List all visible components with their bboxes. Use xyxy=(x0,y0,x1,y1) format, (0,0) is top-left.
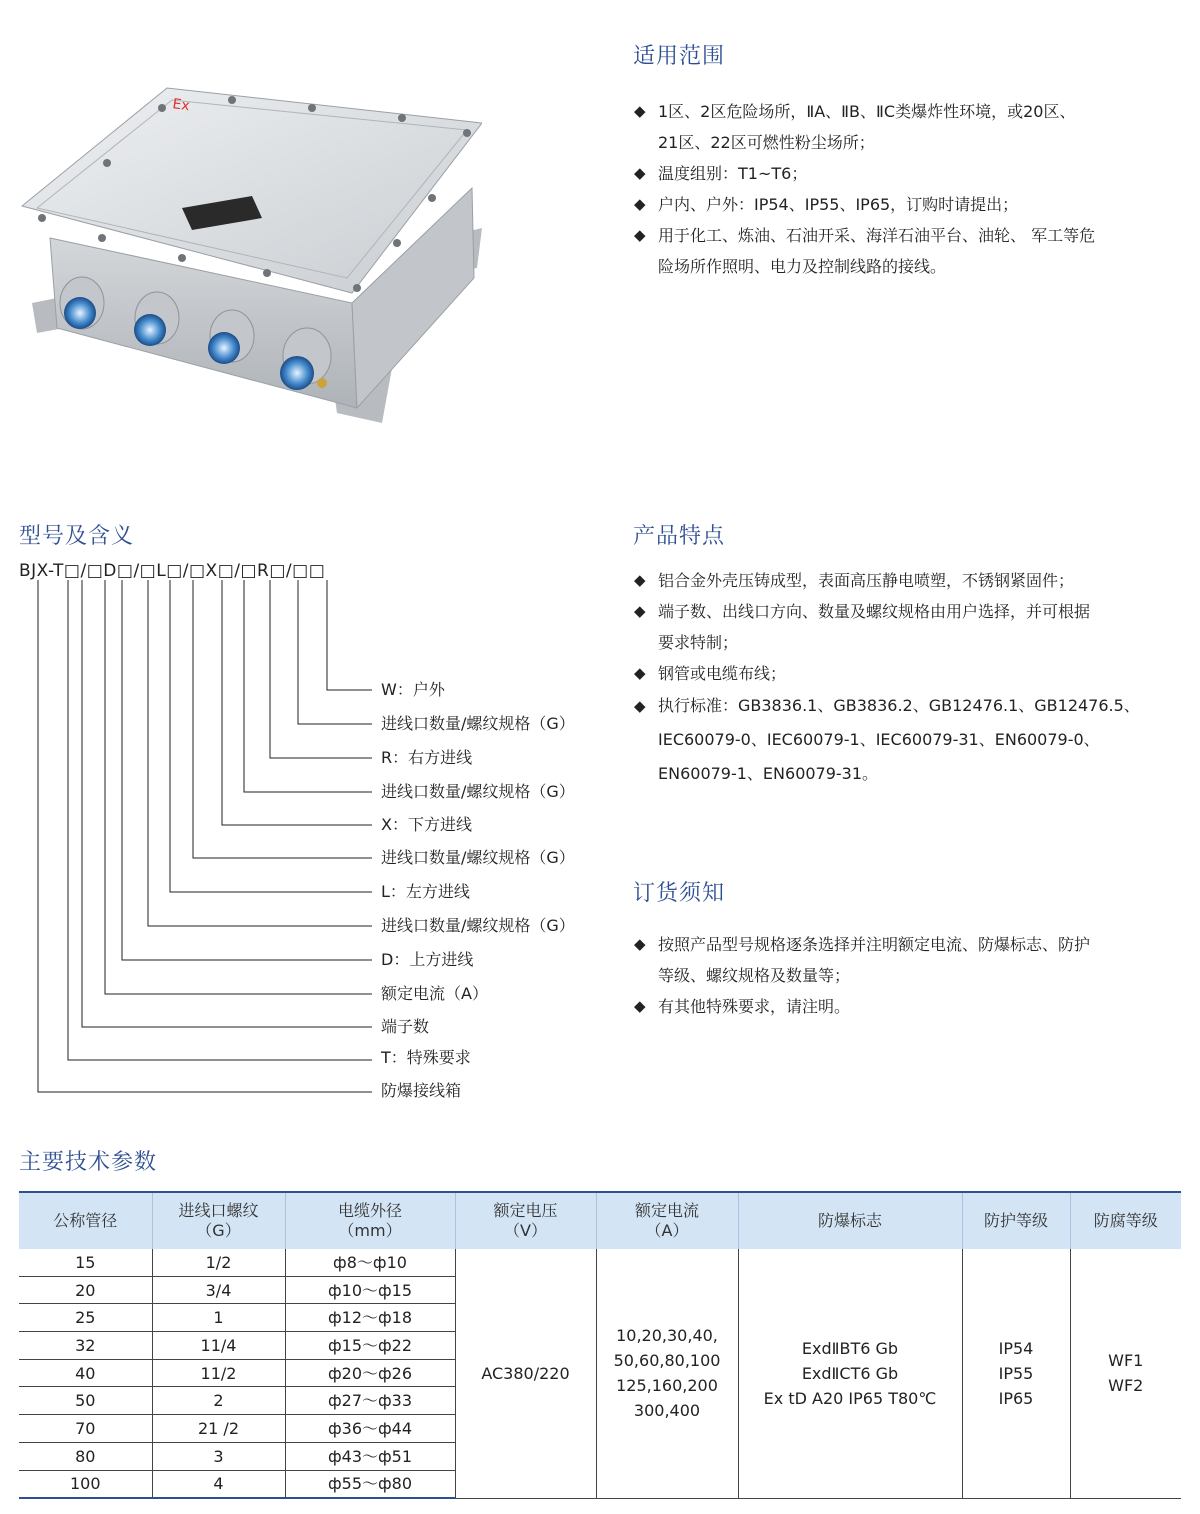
tree-line xyxy=(327,580,372,690)
table-cell: ф55～ф80 xyxy=(285,1470,455,1498)
tree-line xyxy=(270,580,372,758)
table-cell: ф20～ф26 xyxy=(285,1359,455,1387)
tree-label: D：上方进线 xyxy=(381,950,474,969)
list-item: ◆ 温度组别：T1~T6； xyxy=(634,164,808,183)
table-header-row xyxy=(19,1192,1181,1249)
list-item: ◆ 铝合金外壳压铸成型，表面高压静电喷塑，不锈钢紧固件； xyxy=(634,571,1075,590)
tree-line xyxy=(170,580,372,892)
tree-line xyxy=(105,580,372,994)
tree-line xyxy=(193,580,372,858)
tree-line xyxy=(38,580,372,1092)
ordering-list xyxy=(634,929,1194,1022)
current-cell: 10,20,30,40, 50,60,80,100 125,160,200 300,400 xyxy=(596,1249,738,1498)
params-table xyxy=(19,1191,1181,1499)
list-item: ◆ 1区、2区危险场所，ⅡA、ⅡB、ⅡC类爆炸性环境，或20区、 21区、22区可燃性粉尘场所； xyxy=(634,102,1076,152)
scope-list xyxy=(634,96,1194,282)
table-cell: 1/2 xyxy=(152,1249,285,1276)
tree-label: 进线口数量/螺纹规格（G） xyxy=(381,714,575,733)
tree-label: 进线口数量/螺纹规格（G） xyxy=(381,848,575,867)
tree-line xyxy=(68,580,372,1060)
table-cell: ф43～ф51 xyxy=(285,1442,455,1470)
model-tree-lines xyxy=(0,580,380,1100)
ex-mark-cell: ExdⅡBT6 Gb ExdⅡCT6 Gb Ex tD A20 IP65 T80℃ xyxy=(738,1249,962,1498)
tree-line xyxy=(122,580,372,960)
tree-label: L：左方进线 xyxy=(381,882,470,901)
table-cell: 1 xyxy=(152,1304,285,1332)
tree-label: T：特殊要求 xyxy=(381,1048,471,1067)
table-cell: 25 xyxy=(19,1304,152,1332)
voltage-cell: AC380/220 xyxy=(455,1249,596,1498)
list-item: ◆ 户内、户外：IP54、IP55、IP65，订购时请提出； xyxy=(634,195,1019,214)
table-cell: 15 xyxy=(19,1249,152,1276)
list-item: ◆ 钢管或电缆布线； xyxy=(634,664,787,683)
column-header: 防护等级 xyxy=(962,1192,1070,1249)
tree-line xyxy=(148,580,372,926)
table-cell: 11/2 xyxy=(152,1359,285,1387)
tree-label: 进线口数量/螺纹规格（G） xyxy=(381,916,575,935)
list-item: ◆ 用于化工、炼油、石油开采、海洋石油平台、油轮、 军工等危 险场所作照明、电力及控制线路的接线。 xyxy=(634,226,1096,276)
junction-box-image xyxy=(12,78,482,438)
table-cell: 11/4 xyxy=(152,1332,285,1360)
column-header: 额定电流 （A） xyxy=(596,1192,738,1249)
table-cell: 70 xyxy=(19,1415,152,1443)
tree-label: W：户外 xyxy=(381,680,445,699)
table-cell: 80 xyxy=(19,1442,152,1470)
column-header: 防腐等级 xyxy=(1070,1192,1181,1249)
features-list xyxy=(634,565,1194,791)
table-cell: ф10～ф15 xyxy=(285,1276,455,1304)
params-title: 主要技术参数 xyxy=(19,1150,158,1175)
table-cell: 100 xyxy=(19,1470,152,1498)
table-cell: 20 xyxy=(19,1276,152,1304)
tree-label: 额定电流（A） xyxy=(381,984,488,1003)
table-cell: 3/4 xyxy=(152,1276,285,1304)
column-header: 电缆外径 （mm） xyxy=(285,1192,455,1249)
tree-label: 防爆接线箱 xyxy=(381,1081,462,1100)
table-cell: 4 xyxy=(152,1470,285,1498)
table-cell: 21 /2 xyxy=(152,1415,285,1443)
ordering-title: 订货须知 xyxy=(633,881,726,906)
table-cell: 3 xyxy=(152,1442,285,1470)
list-item: ◆ 执行标准：GB3836.1、GB3836.2、GB12476.1、GB12476.5、 IEC60079-0、IEC60079-1、IEC60079-31、EN60079-0、 EN60079-1、EN60079-31。 xyxy=(634,696,1140,783)
list-item: ◆ 端子数、出线口方向、数量及螺纹规格由用户选择，并可根据 要求特制； xyxy=(634,602,1091,652)
tree-label: R：右方进线 xyxy=(381,748,473,767)
tree-line xyxy=(298,580,372,724)
table-cell: ф27～ф33 xyxy=(285,1387,455,1415)
table-cell: 50 xyxy=(19,1387,152,1415)
list-item: ◆ 有其他特殊要求，请注明。 xyxy=(634,997,851,1016)
features-title: 产品特点 xyxy=(633,524,726,549)
table-cell: ф8～ф10 xyxy=(285,1249,455,1276)
table-cell: 40 xyxy=(19,1359,152,1387)
ex-mark: Ex xyxy=(171,96,191,115)
scope-title: 适用范围 xyxy=(633,44,726,69)
table-cell: ф15～ф22 xyxy=(285,1332,455,1360)
table-cell: 2 xyxy=(152,1387,285,1415)
column-header: 公称管径 xyxy=(19,1192,152,1249)
tree-label: 端子数 xyxy=(381,1017,430,1036)
list-item: ◆ 按照产品型号规格逐条选择并注明额定电流、防爆标志、防护 等级、螺纹规格及数量等； xyxy=(634,935,1091,985)
table-row xyxy=(19,1249,1181,1276)
tree-label: X：下方进线 xyxy=(381,815,472,834)
table-cell: ф12～ф18 xyxy=(285,1304,455,1332)
ip-cell: IP54 IP55 IP65 xyxy=(962,1249,1070,1498)
tree-line xyxy=(244,580,372,792)
wf-cell: WF1 WF2 xyxy=(1070,1249,1181,1498)
column-header: 进线口螺纹 （G） xyxy=(152,1192,285,1249)
table-cell: ф36～ф44 xyxy=(285,1415,455,1443)
tree-label: 进线口数量/螺纹规格（G） xyxy=(381,782,575,801)
model-code: BJX-T□/□D□/□L□/□X□/□R□/□□ xyxy=(19,561,326,581)
table-cell: 32 xyxy=(19,1332,152,1360)
model-title: 型号及含义 xyxy=(19,524,135,549)
column-header: 额定电压 （V） xyxy=(455,1192,596,1249)
column-header: 防爆标志 xyxy=(738,1192,962,1249)
